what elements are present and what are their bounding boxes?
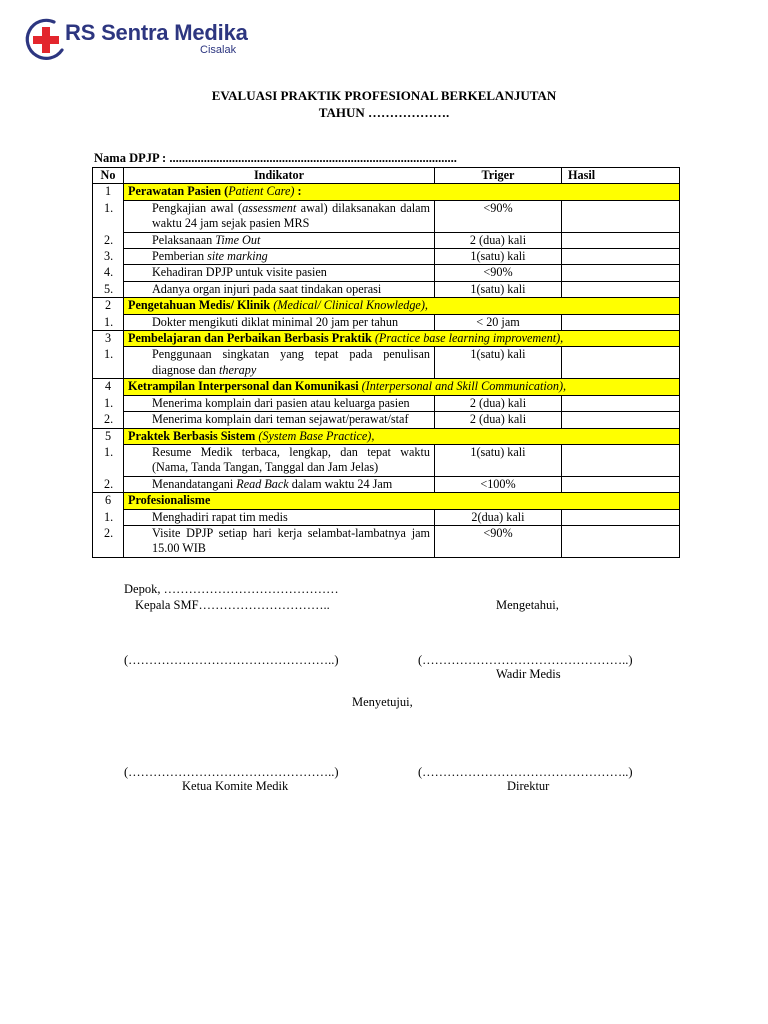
hasil-cell[interactable]: [562, 265, 680, 281]
item-number: 2.: [104, 232, 114, 247]
hasil-cell[interactable]: [562, 281, 680, 297]
document-year: TAHUN ……………….: [318, 105, 450, 120]
indikator-text-part: Menerima komplain dari teman sejawat/perawat/staf: [152, 412, 409, 427]
section-row: [93, 428, 680, 444]
triger-cell: < 20 jam: [435, 314, 562, 330]
item-number: 1.: [104, 314, 114, 329]
hasil-cell[interactable]: [562, 476, 680, 492]
header-triger: Triger: [435, 168, 562, 184]
indikator-cell: [104, 347, 435, 379]
indikator-text-part: therapy: [219, 362, 257, 377]
ketua-komite-label: Ketua Komite Medik: [182, 779, 289, 793]
section-title: [124, 493, 680, 509]
table-row: [93, 265, 680, 281]
section-row: [93, 298, 680, 314]
indikator-text-part: Dokter mengikuti diklat minimal 20 jam per tahun: [152, 314, 399, 329]
section-title-id: Pengetahuan Medis/ Klinik: [128, 298, 274, 313]
triger-cell: <90%: [435, 525, 562, 557]
section-title-id: Ketrampilan Interpersonal dan Komunikasi: [128, 379, 362, 394]
section-title-en: (Medical/ Clinical Knowledge),: [273, 298, 428, 313]
nama-dpjp-field: Nama DPJP : ............................................................................................: [94, 151, 457, 165]
indikator-text-part: Pelaksanaan: [152, 232, 216, 247]
table-row: [93, 232, 680, 248]
indikator-text: [104, 249, 430, 264]
triger-cell: 1(satu) kali: [435, 249, 562, 265]
triger-cell: 1(satu) kali: [435, 347, 562, 379]
section-title-en: (Practice base learning improvement),: [374, 331, 564, 346]
row-number: 6: [93, 493, 124, 558]
hasil-cell[interactable]: [562, 314, 680, 330]
indikator-text-part: Resume Medik terbaca, lengkap, dan tepat waktu (Nama, Tanda Tangan, Tanggal dan Jam Jelas): [152, 444, 430, 475]
indikator-text: [104, 281, 430, 297]
indikator-cell: [104, 525, 435, 557]
triger-cell: <90%: [435, 200, 562, 232]
table-row: [93, 509, 680, 525]
section-row: [93, 379, 680, 395]
indikator-cell: [104, 281, 435, 297]
indikator-text: [104, 200, 430, 232]
triger-cell: <100%: [435, 476, 562, 492]
table-row: [93, 314, 680, 330]
indikator-text-part: Menandatangani: [152, 476, 237, 491]
indikator-cell: [104, 249, 435, 265]
indikator-text-part: Read Back: [236, 476, 289, 491]
section-title: [124, 298, 680, 314]
table-row: [93, 200, 680, 232]
evaluation-table: [92, 167, 680, 558]
signature-blank-direktur: (…………………………………………..): [418, 765, 633, 779]
indikator-text-part: Menerima komplain dari pasien atau keluarga pasien: [152, 395, 410, 410]
triger-cell: 1(satu) kali: [435, 444, 562, 476]
header-indikator: Indikator: [124, 168, 435, 184]
hasil-cell[interactable]: [562, 347, 680, 379]
indikator-cell: [104, 476, 435, 492]
item-number: 1.: [104, 509, 114, 524]
indikator-text-part: Penggunaan singkatan yang tepat pada penulisan diagnose dan: [152, 347, 430, 377]
item-number: 1.: [104, 347, 114, 362]
indikator-text-part: Time Out: [215, 232, 261, 247]
indikator-text: [104, 509, 430, 525]
indikator-text-part: dalam waktu 24 Jam: [288, 476, 393, 491]
hasil-cell[interactable]: [562, 444, 680, 476]
indikator-text-part: Adanya organ injuri pada saat tindakan operasi: [152, 281, 382, 296]
table-body: [93, 184, 680, 557]
table-row: [93, 347, 680, 379]
table-row: [93, 249, 680, 265]
row-number: 3: [93, 331, 124, 379]
section-title-suffix: :: [294, 184, 302, 199]
indikator-cell: [104, 509, 435, 525]
section-row: [93, 331, 680, 347]
item-number: 1.: [104, 444, 114, 459]
logo-subtitle: Cisalak: [200, 44, 237, 56]
indikator-text: [104, 314, 430, 330]
section-title-id: Profesionalisme: [128, 493, 211, 508]
signature-blank-kepala: (…………………………………………..): [124, 653, 339, 667]
indikator-text: [104, 395, 430, 411]
table-row: [93, 281, 680, 297]
table-row: [93, 444, 680, 476]
section-title-en: Patient Care): [228, 184, 295, 199]
indikator-text: [104, 444, 430, 476]
red-cross-logo-icon: [24, 16, 70, 62]
hasil-cell[interactable]: [562, 525, 680, 557]
indikator-cell: [104, 200, 435, 232]
indikator-text: [104, 347, 430, 378]
indikator-text-part: Pemberian: [152, 249, 208, 264]
header-no: No: [93, 168, 124, 184]
item-number: 1.: [104, 200, 114, 215]
triger-cell: <90%: [435, 265, 562, 281]
kepala-smf-label: Kepala SMF…………………………..: [135, 598, 330, 612]
item-number: 2.: [104, 476, 114, 491]
indikator-text-part: assessment: [242, 200, 297, 215]
table-row: [93, 476, 680, 492]
table-row: [93, 395, 680, 411]
triger-cell: 2 (dua) kali: [435, 395, 562, 411]
table-header-row: [93, 168, 680, 184]
section-title: [124, 379, 680, 395]
item-number: 3.: [104, 249, 114, 264]
row-number: 4: [93, 379, 124, 428]
indikator-text-part: Kehadiran DPJP untuk visite pasien: [152, 265, 327, 280]
document-title: EVALUASI PRAKTIK PROFESIONAL BERKELANJUTAN: [211, 88, 557, 103]
item-number: 5.: [104, 281, 114, 296]
item-number: 1.: [104, 395, 114, 410]
hasil-cell[interactable]: [562, 509, 680, 525]
section-title-en: (Interpersonal and Skill Communication),: [361, 379, 567, 394]
logo-name: RS Sentra Medika: [65, 20, 248, 45]
indikator-text: [104, 232, 430, 248]
indikator-text: [104, 525, 430, 557]
item-number: 4.: [104, 265, 114, 280]
table-row: [93, 412, 680, 428]
hasil-cell[interactable]: [562, 232, 680, 248]
indikator-cell: [104, 444, 435, 476]
item-number: 2.: [104, 412, 114, 427]
section-title-id: Pembelajaran dan Perbaikan Berbasis Praktik: [128, 331, 375, 346]
mengetahui-label: Mengetahui,: [496, 598, 559, 612]
indikator-text: [104, 265, 430, 280]
menyetujui-label: Menyetujui,: [352, 695, 413, 709]
indikator-text-part: site marking: [207, 249, 268, 264]
triger-cell: 2(dua) kali: [435, 509, 562, 525]
hasil-cell[interactable]: [562, 395, 680, 411]
item-number: 2.: [104, 525, 114, 540]
section-title-id: Perawatan Pasien (: [128, 184, 229, 199]
indikator-text-part: Visite DPJP setiap hari kerja selambat-lambatnya jam 15.00 WIB: [152, 525, 430, 556]
row-number: 2: [93, 298, 124, 331]
row-number: 5: [93, 428, 124, 493]
hasil-cell[interactable]: [562, 249, 680, 265]
row-number: 1: [93, 184, 124, 298]
table-row: [93, 525, 680, 557]
indikator-text-part: awal) dilaksanakan dalam waktu 24 jam sejak pasien MRS: [152, 200, 430, 231]
indikator-cell: [104, 232, 435, 248]
section-title: [124, 331, 680, 347]
indikator-cell: [104, 265, 435, 281]
wadir-medis-label: Wadir Medis: [496, 667, 561, 681]
direktur-label: Direktur: [507, 779, 550, 793]
indikator-cell: [104, 395, 435, 411]
section-title-id: Praktek Berbasis Sistem: [128, 428, 259, 443]
hasil-cell[interactable]: [562, 412, 680, 428]
indikator-text-part: Menghadiri rapat tim medis: [152, 509, 288, 524]
indikator-cell: [104, 314, 435, 330]
indikator-text: [104, 412, 430, 427]
section-title: [124, 428, 680, 444]
section-row: [93, 184, 680, 200]
indikator-cell: [104, 412, 435, 428]
section-title: [124, 184, 680, 200]
place-date-line: Depok, ……………………………………: [124, 582, 339, 596]
section-title-en: (System Base Practice),: [258, 428, 375, 443]
indikator-text-part: Pengkajian awal (: [152, 200, 243, 215]
indikator-text: [104, 476, 430, 492]
hospital-logo: [24, 14, 254, 64]
triger-cell: 2 (dua) kali: [435, 232, 562, 248]
section-row: [93, 493, 680, 509]
signature-blank-wadir: (…………………………………………..): [418, 653, 633, 667]
triger-cell: 2 (dua) kali: [435, 412, 562, 428]
signature-blank-ketua: (…………………………………………..): [124, 765, 339, 779]
hasil-cell[interactable]: [562, 200, 680, 232]
triger-cell: 1(satu) kali: [435, 281, 562, 297]
header-hasil: Hasil: [562, 168, 680, 184]
